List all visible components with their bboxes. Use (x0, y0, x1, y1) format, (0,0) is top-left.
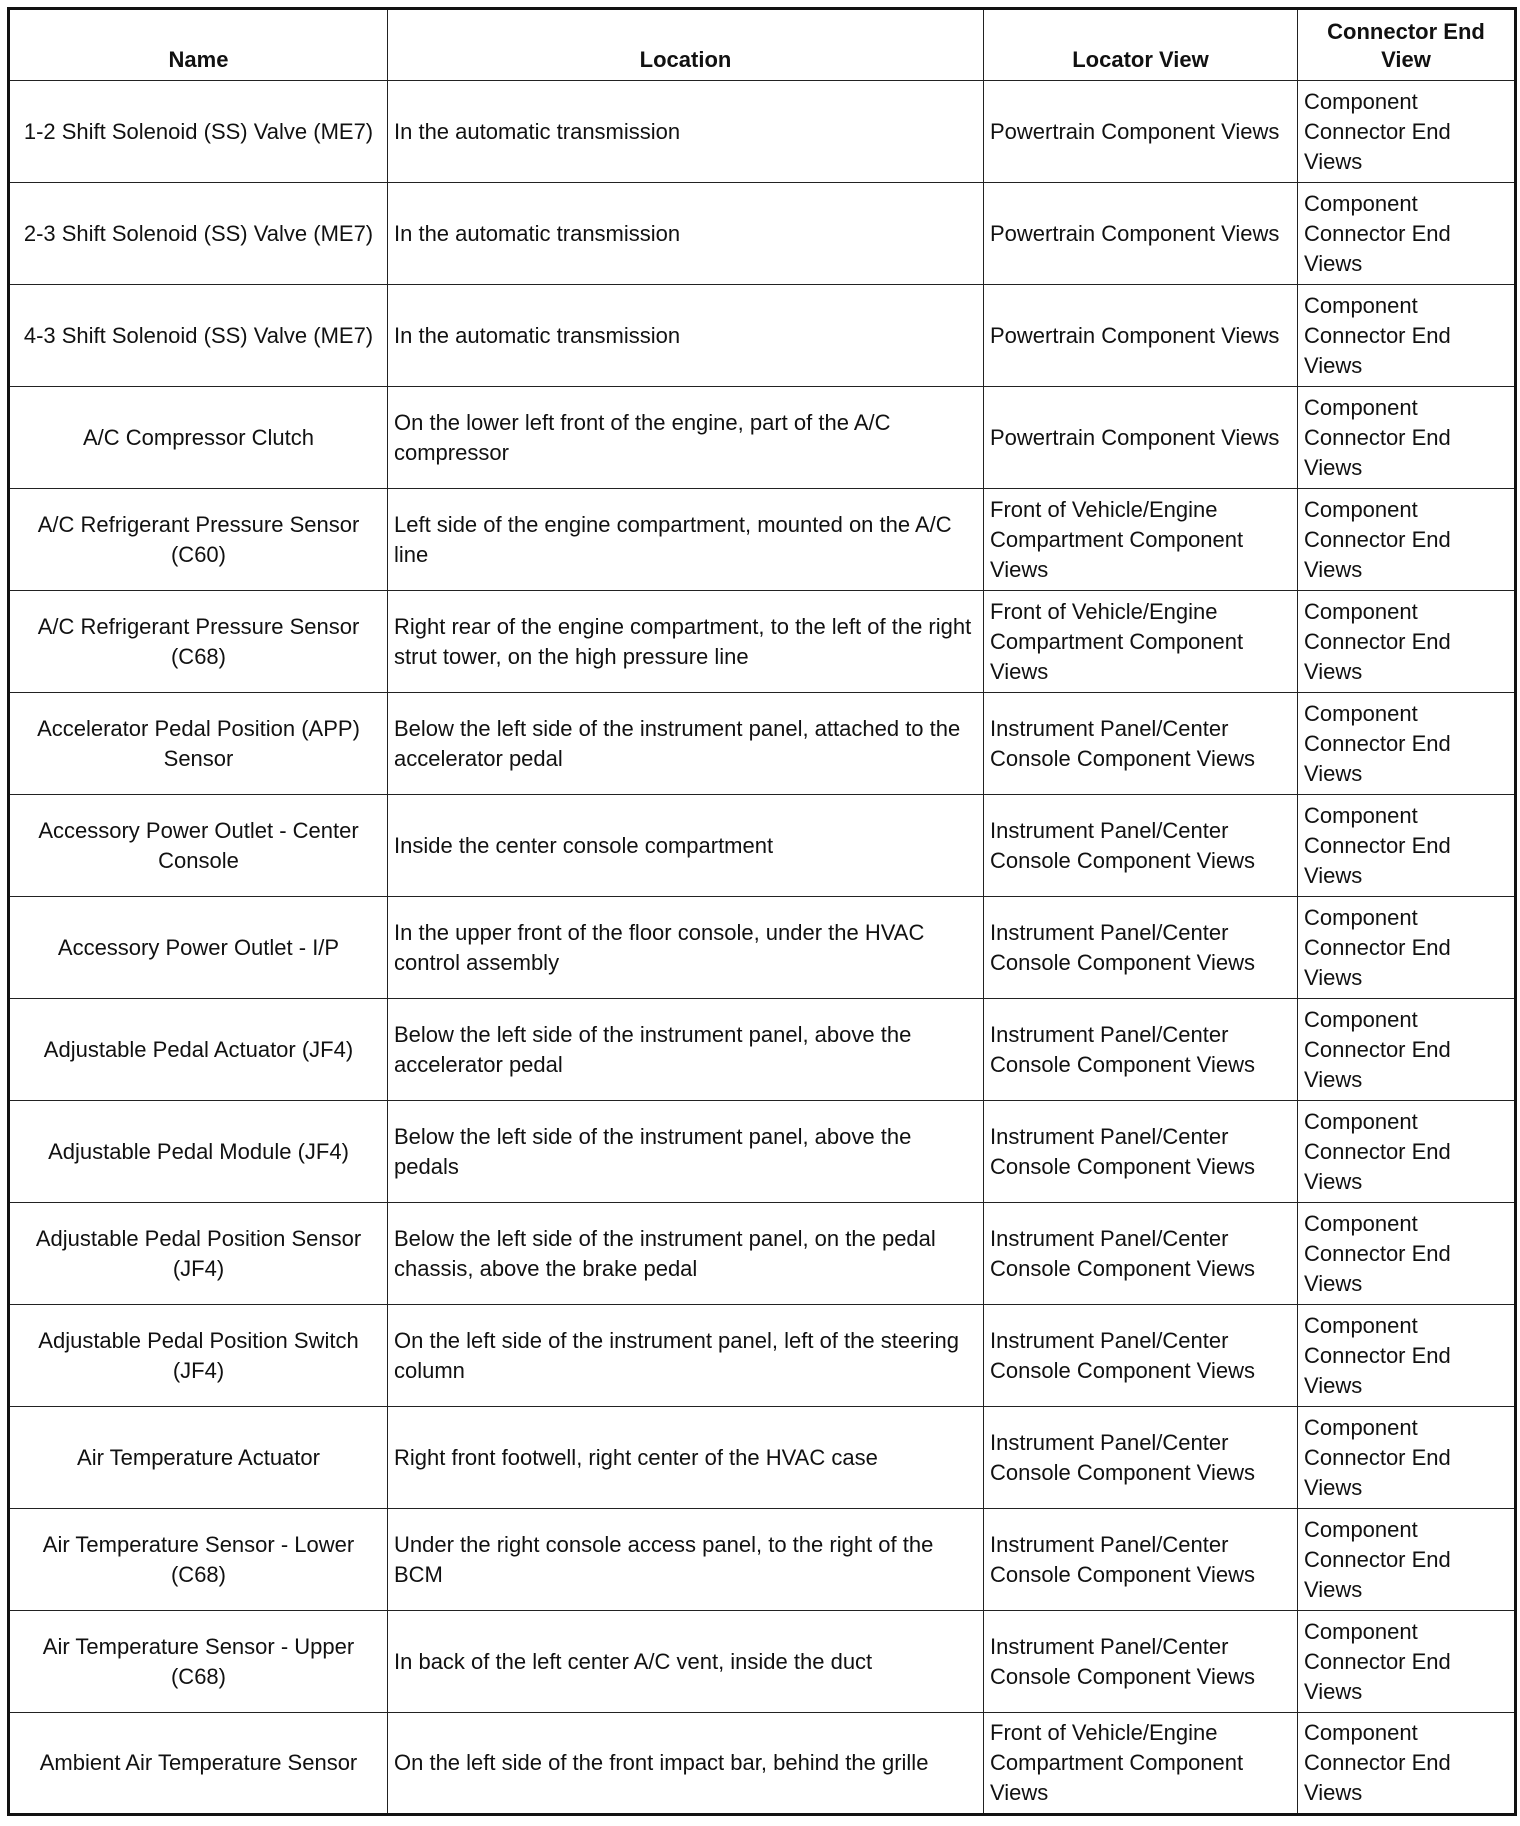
cell-connector-end-view: Component Connector End Views (1298, 591, 1516, 693)
cell-locator-view: Powertrain Component Views (984, 285, 1298, 387)
table-row (9, 1407, 1516, 1509)
cell-location: Right rear of the engine compartment, to the left of the right strut tower, on the high pressure line (388, 591, 984, 693)
component-locator-table (7, 7, 1517, 1816)
component-locator-table-wrapper (7, 7, 1517, 1816)
table-row (9, 1713, 1516, 1815)
cell-connector-end-view: Component Connector End Views (1298, 1305, 1516, 1407)
cell-name: A/C Refrigerant Pressure Sensor (C60) (9, 489, 388, 591)
cell-location: In the upper front of the floor console, under the HVAC control assembly (388, 897, 984, 999)
table-row (9, 897, 1516, 999)
header-location: Location (388, 9, 984, 81)
cell-location: In back of the left center A/C vent, inside the duct (388, 1611, 984, 1713)
table-row (9, 999, 1516, 1101)
cell-connector-end-view: Component Connector End Views (1298, 387, 1516, 489)
cell-location: Below the left side of the instrument panel, attached to the accelerator pedal (388, 693, 984, 795)
header-name: Name (9, 9, 388, 81)
cell-locator-view: Instrument Panel/Center Console Component Views (984, 795, 1298, 897)
cell-locator-view: Instrument Panel/Center Console Component Views (984, 1203, 1298, 1305)
cell-name: Adjustable Pedal Position Switch (JF4) (9, 1305, 388, 1407)
cell-connector-end-view: Component Connector End Views (1298, 693, 1516, 795)
table-row (9, 81, 1516, 183)
cell-location: Inside the center console compartment (388, 795, 984, 897)
cell-locator-view: Powertrain Component Views (984, 183, 1298, 285)
table-row (9, 183, 1516, 285)
cell-locator-view: Instrument Panel/Center Console Component Views (984, 999, 1298, 1101)
cell-connector-end-view: Component Connector End Views (1298, 1611, 1516, 1713)
cell-name: Air Temperature Sensor - Upper (C68) (9, 1611, 388, 1713)
cell-connector-end-view: Component Connector End Views (1298, 81, 1516, 183)
cell-locator-view: Instrument Panel/Center Console Component Views (984, 1101, 1298, 1203)
cell-name: 2-3 Shift Solenoid (SS) Valve (ME7) (9, 183, 388, 285)
cell-connector-end-view: Component Connector End Views (1298, 1203, 1516, 1305)
table-row (9, 387, 1516, 489)
header-connector-end-view: Connector End View (1298, 9, 1516, 81)
cell-connector-end-view: Component Connector End Views (1298, 285, 1516, 387)
cell-location: Below the left side of the instrument panel, above the accelerator pedal (388, 999, 984, 1101)
table-row (9, 591, 1516, 693)
cell-connector-end-view: Component Connector End Views (1298, 795, 1516, 897)
header-locator-view: Locator View (984, 9, 1298, 81)
table-row (9, 489, 1516, 591)
cell-connector-end-view: Component Connector End Views (1298, 1713, 1516, 1815)
table-row (9, 693, 1516, 795)
cell-location: Below the left side of the instrument panel, on the pedal chassis, above the brake pedal (388, 1203, 984, 1305)
cell-location: Under the right console access panel, to the right of the BCM (388, 1509, 984, 1611)
cell-location: On the left side of the front impact bar, behind the grille (388, 1713, 984, 1815)
cell-name: Adjustable Pedal Module (JF4) (9, 1101, 388, 1203)
cell-connector-end-view: Component Connector End Views (1298, 1509, 1516, 1611)
cell-connector-end-view: Component Connector End Views (1298, 1407, 1516, 1509)
cell-location: Left side of the engine compartment, mounted on the A/C line (388, 489, 984, 591)
cell-connector-end-view: Component Connector End Views (1298, 1101, 1516, 1203)
table-row (9, 1509, 1516, 1611)
cell-locator-view: Instrument Panel/Center Console Component Views (984, 693, 1298, 795)
cell-connector-end-view: Component Connector End Views (1298, 999, 1516, 1101)
cell-name: Air Temperature Actuator (9, 1407, 388, 1509)
cell-name: Adjustable Pedal Position Sensor (JF4) (9, 1203, 388, 1305)
cell-name: Adjustable Pedal Actuator (JF4) (9, 999, 388, 1101)
cell-locator-view: Instrument Panel/Center Console Component Views (984, 1611, 1298, 1713)
cell-location: On the lower left front of the engine, part of the A/C compressor (388, 387, 984, 489)
cell-location: In the automatic transmission (388, 183, 984, 285)
cell-name: 4-3 Shift Solenoid (SS) Valve (ME7) (9, 285, 388, 387)
cell-name: Accessory Power Outlet - I/P (9, 897, 388, 999)
cell-locator-view: Front of Vehicle/Engine Compartment Component Views (984, 591, 1298, 693)
cell-location: In the automatic transmission (388, 285, 984, 387)
cell-locator-view: Instrument Panel/Center Console Component Views (984, 897, 1298, 999)
cell-locator-view: Front of Vehicle/Engine Compartment Component Views (984, 489, 1298, 591)
cell-name: Air Temperature Sensor - Lower (C68) (9, 1509, 388, 1611)
cell-name: Accessory Power Outlet - Center Console (9, 795, 388, 897)
cell-name: 1-2 Shift Solenoid (SS) Valve (ME7) (9, 81, 388, 183)
cell-location: Right front footwell, right center of the HVAC case (388, 1407, 984, 1509)
cell-locator-view: Instrument Panel/Center Console Component Views (984, 1509, 1298, 1611)
cell-locator-view: Front of Vehicle/Engine Compartment Component Views (984, 1713, 1298, 1815)
table-row (9, 1203, 1516, 1305)
cell-connector-end-view: Component Connector End Views (1298, 489, 1516, 591)
cell-locator-view: Powertrain Component Views (984, 387, 1298, 489)
cell-name: A/C Compressor Clutch (9, 387, 388, 489)
cell-connector-end-view: Component Connector End Views (1298, 897, 1516, 999)
cell-name: A/C Refrigerant Pressure Sensor (C68) (9, 591, 388, 693)
cell-name: Ambient Air Temperature Sensor (9, 1713, 388, 1815)
cell-locator-view: Powertrain Component Views (984, 81, 1298, 183)
table-row (9, 1611, 1516, 1713)
cell-connector-end-view: Component Connector End Views (1298, 183, 1516, 285)
table-row (9, 285, 1516, 387)
table-body (9, 81, 1516, 1815)
cell-locator-view: Instrument Panel/Center Console Component Views (984, 1305, 1298, 1407)
table-row (9, 1101, 1516, 1203)
cell-locator-view: Instrument Panel/Center Console Component Views (984, 1407, 1298, 1509)
table-row (9, 795, 1516, 897)
cell-location: On the left side of the instrument panel, left of the steering column (388, 1305, 984, 1407)
cell-name: Accelerator Pedal Position (APP) Sensor (9, 693, 388, 795)
header-row (9, 9, 1516, 81)
table-header (9, 9, 1516, 81)
cell-location: Below the left side of the instrument panel, above the pedals (388, 1101, 984, 1203)
table-row (9, 1305, 1516, 1407)
cell-location: In the automatic transmission (388, 81, 984, 183)
